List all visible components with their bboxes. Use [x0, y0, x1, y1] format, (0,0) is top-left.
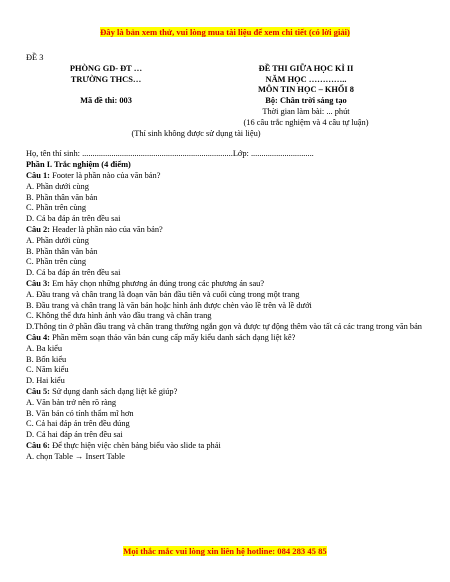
header-row-4	[26, 96, 428, 107]
question-text: Em hãy chọn những phương án đúng trong các phương án sau?	[49, 278, 265, 288]
header-row-6	[26, 118, 428, 129]
answer-option: B. Bốn kiểu	[26, 354, 67, 364]
department-name: PHÒNG GD- ĐT …	[69, 63, 143, 73]
question-text: Footer là phần nào của văn bản?	[49, 170, 161, 180]
answer-option: B. Đầu trang và chân trang là văn bản hoặc hình ảnh được chèn vào lề trên và lề dưới	[26, 300, 312, 310]
exam-number: ĐỀ 3	[26, 53, 44, 62]
question-2	[26, 225, 428, 236]
book-series: Bộ: Chân trời sáng tạo	[265, 96, 347, 106]
school-name: TRƯỜNG THCS…	[70, 74, 142, 84]
school-year: NĂM HỌC …………..	[265, 74, 347, 84]
question-6	[26, 441, 428, 452]
answer-option: D. Cả hai đáp án trên đều sai	[26, 430, 123, 440]
answer-option: B. Văn bản có tính thẩm mĩ hơn	[26, 408, 134, 418]
answer-option: D. Cả ba đáp án trên đều sai	[26, 214, 121, 224]
question-5	[26, 387, 428, 398]
answer-option: C. Cả hai đáp án trên đều đúng	[26, 419, 130, 429]
answer-option: A. Phần dưới cùng	[26, 235, 89, 245]
answer-option: D. Cả ba đáp án trên đều sai	[26, 268, 121, 278]
answer-option: C. Phần trên cùng	[26, 203, 87, 213]
answer-option: A. Ba kiểu	[26, 343, 63, 353]
question-text: Header là phần nào của văn bản?	[49, 224, 163, 234]
question-list	[26, 171, 428, 463]
answer-option: C. Năm kiểu	[26, 365, 69, 375]
exam-title: ĐỀ THI GIỮA HỌC KÌ II	[258, 63, 354, 73]
preview-notice-banner: Đây là bản xem thử, vui lòng mua tài liệu để xem chi tiết (có lời giải)	[100, 27, 350, 37]
question-label: Câu 1:	[26, 170, 50, 180]
answer-option: A. Phần dưới cùng	[26, 181, 89, 191]
no-materials-note: (Thí sinh không được sử dụng tài liệu)	[131, 128, 261, 138]
header-row-2	[26, 75, 428, 86]
answer-option: A. chọn Table → Insert Table	[26, 451, 125, 461]
question-label: Câu 4:	[26, 332, 50, 342]
question-text: Phần mềm soạn thảo văn bản cung cấp mấy kiểu danh sách dạng liệt kê?	[49, 332, 296, 342]
question-4	[26, 333, 428, 344]
question-3	[26, 279, 428, 290]
question-1	[26, 171, 428, 182]
question-text: Để thực hiện việc chèn bảng biểu vào slide ta phải	[49, 440, 221, 450]
section-title: Phần I. Trắc nghiệm (4 điểm)	[26, 160, 131, 170]
answer-option: A. Văn bản trở nên rõ ràng	[26, 397, 117, 407]
subject: MÔN TIN HỌC – KHỐI 8	[258, 85, 354, 95]
question-label: Câu 2:	[26, 224, 50, 234]
answer-option: C. Phần trên cùng	[26, 257, 87, 267]
answer-option: B. Phần thân văn bản	[26, 192, 98, 202]
student-info-line: Họ, tên thí sinh: ........................................................................Lớp: ..............................	[26, 149, 314, 159]
duration: Thời gian làm bài: ... phút	[262, 106, 350, 116]
answer-option: D.Thông tin ở phần đầu trang và chân trang thường ngắn gọn và được tự động thêm vào tất cả các trang trong văn bản	[26, 322, 422, 332]
question-text: Sử dụng danh sách dạng liệt kê giúp?	[49, 386, 178, 396]
exam-code: Mã đề thi: 003	[80, 96, 132, 106]
question-label: Câu 5:	[26, 386, 50, 396]
question-label: Câu 6:	[26, 440, 50, 450]
answer-option: A. Đầu trang và chân trang là đoạn văn bản đầu tiên và cuối cùng trong một trang	[26, 289, 300, 299]
question-label: Câu 3:	[26, 278, 50, 288]
answer-option: B. Phần thân văn bản	[26, 246, 98, 256]
hotline-banner: Mọi thắc mắc vui lòng xin liên hệ hotline: 084 283 45 85	[123, 546, 327, 556]
question-count: (16 câu trắc nghiệm và 4 câu tự luận)	[243, 117, 369, 127]
answer-option: D. Hai kiểu	[26, 376, 65, 386]
header-row-3	[26, 85, 428, 96]
exam-document	[26, 53, 428, 462]
answer-option: C. Không thể đưa hình ảnh vào đầu trang và chân trang	[26, 311, 212, 321]
header-row-5	[26, 107, 428, 118]
exam-header	[26, 64, 428, 75]
